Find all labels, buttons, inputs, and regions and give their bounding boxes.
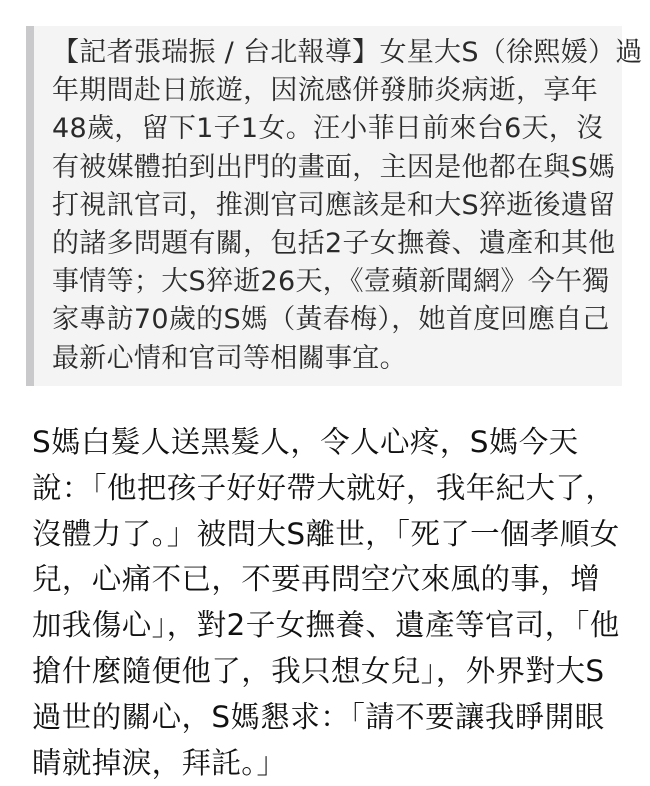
body-line: 沒體力了。」被問大S離世，「死了一個孝順女 [32, 516, 620, 551]
body-line: 睛就掉淚，拜託。」 [32, 745, 287, 780]
quote-line: 家專訪70歲的S媽（黃春梅），她首度回應自己 [52, 304, 610, 336]
quote-line: 年期間赴日旅遊，因流感併發肺炎病逝，享年 [52, 75, 598, 107]
quote-line: 最新心情和官司等相關事宜。 [52, 342, 407, 374]
body-line: 搶什麼隨便他了，我只想女兒」，外界對大S [32, 653, 605, 688]
article-body [32, 420, 632, 786]
body-line: 兒，心痛不已，不要再問空穴來風的事，增 [32, 562, 601, 597]
body-line: 說：「他把孩子好好帶大就好，我年紀大了， [32, 470, 616, 505]
quote-block [26, 26, 643, 386]
quote-line: 有被媒體拍到出門的畫面，主因是他都在與S媽 [52, 151, 616, 183]
quote-line: 打視訊官司，推測官司應該是和大S猝逝後遺留 [52, 189, 616, 221]
body-line: S媽白髮人送黑髮人，令人心疼，S媽今天 [32, 425, 579, 459]
quote-line: 的諸多問題有關，包括2子女撫養、遺產和其他 [52, 228, 616, 260]
quote-line: 事情等；大S猝逝26天，《壹蘋新聞網》今午獨 [52, 266, 610, 298]
quote-line: 48歲，留下1子1女。汪小菲日前來台6天，沒 [52, 113, 604, 145]
body-line: 過世的關心，S媽懇求：「請不要讓我睜開眼 [32, 699, 605, 734]
body-line: 加我傷心」，對2子女撫養、遺產等官司，「他 [32, 608, 620, 643]
quote-line: 【記者張瑞振 / 台北報導】女星大S（徐熙媛）過 [52, 37, 643, 68]
